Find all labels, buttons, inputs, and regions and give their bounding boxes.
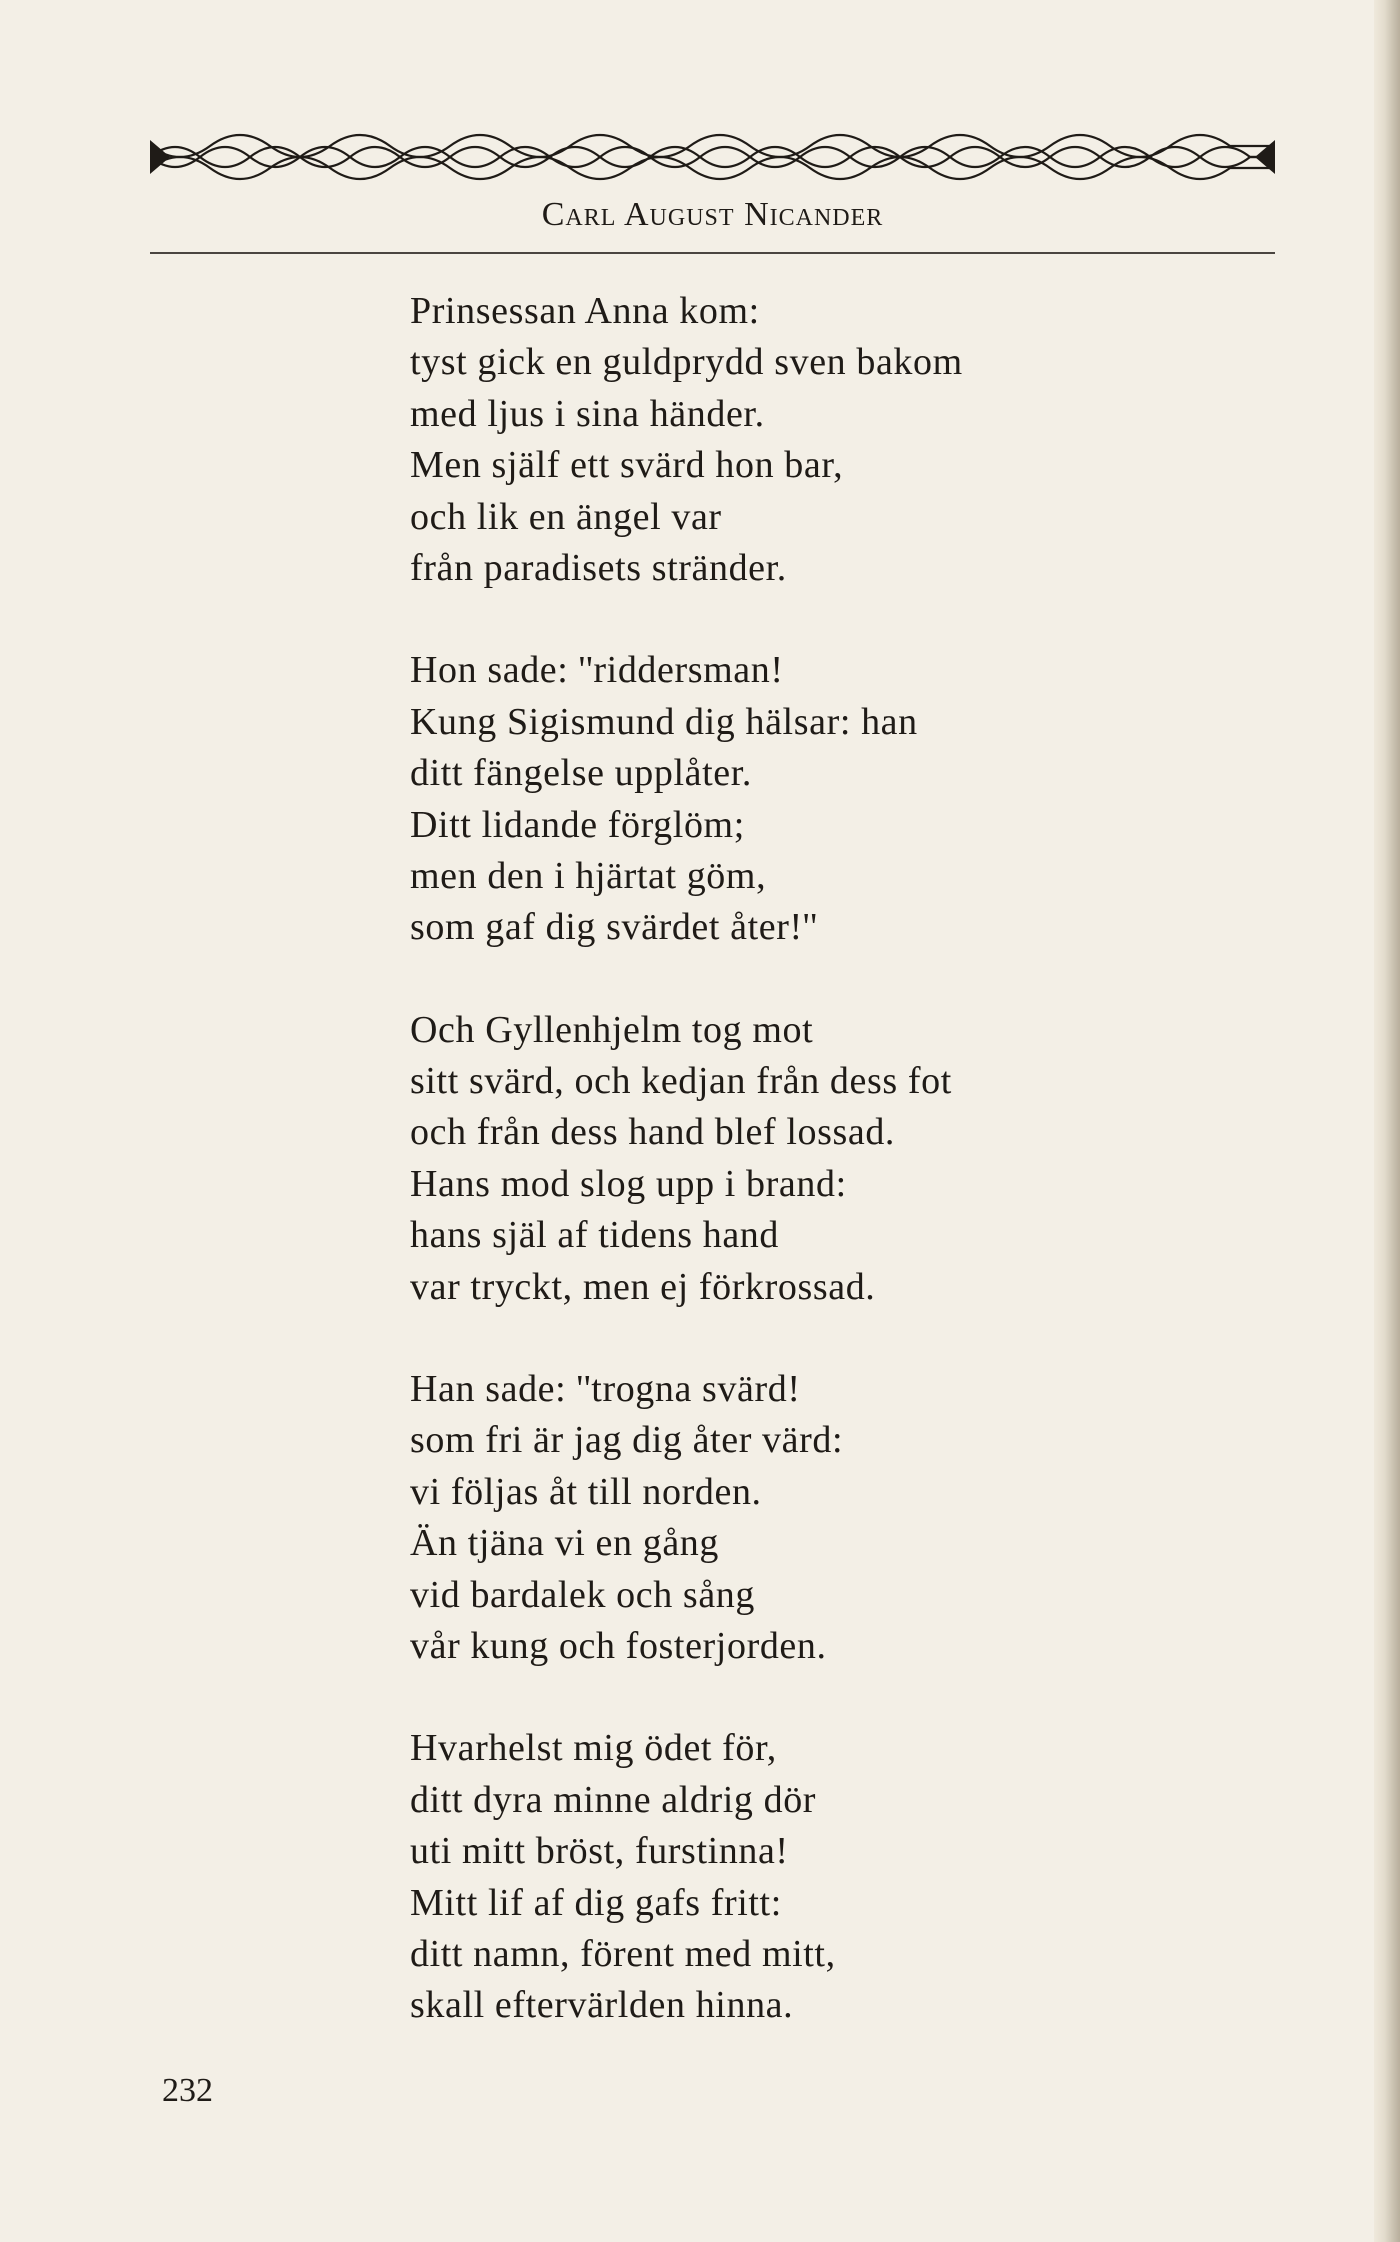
stanza-5 bbox=[410, 1723, 1130, 2031]
poem-line: vi följas åt till norden. bbox=[410, 1470, 762, 1513]
poem-line: skall eftervärlden hinna. bbox=[410, 1984, 794, 2027]
poem-line: ditt namn, förent med mitt, bbox=[410, 1932, 836, 1975]
poem-line: vår kung och fosterjorden. bbox=[410, 1624, 827, 1667]
poem-line: Och Gyllenhjelm tog mot bbox=[410, 1008, 814, 1051]
poem-line: Än tjäna vi en gång bbox=[410, 1522, 719, 1565]
poem-line: som fri är jag dig åter värd: bbox=[410, 1419, 844, 1462]
running-head-author: Carl August Nicander bbox=[541, 196, 884, 233]
poem-line: från paradisets stränder. bbox=[410, 546, 787, 589]
poem-line: Men själf ett svärd hon bar, bbox=[410, 444, 844, 487]
poem-line: med ljus i sina händer. bbox=[410, 392, 765, 435]
poem-line: tyst gick en guldprydd sven bakom bbox=[410, 341, 963, 384]
poem-line: uti mitt bröst, furstinna! bbox=[410, 1830, 789, 1873]
poem-line: vid bardalek och sång bbox=[410, 1573, 755, 1616]
stanza-1 bbox=[410, 286, 1130, 594]
poem-line: Mitt lif af dig gafs fritt: bbox=[410, 1881, 782, 1924]
header-rule bbox=[150, 252, 1275, 254]
poem-line: ditt dyra minne aldrig dör bbox=[410, 1778, 817, 1821]
poem-line: och från dess hand blef lossad. bbox=[410, 1111, 896, 1154]
stanza-3 bbox=[410, 1005, 1130, 1313]
stanza-2 bbox=[410, 645, 1130, 953]
poem-line: Hans mod slog upp i brand: bbox=[410, 1162, 847, 1205]
poem-line: och lik en ängel var bbox=[410, 495, 722, 538]
stanza-4 bbox=[410, 1364, 1130, 1672]
poem-line: Han sade: ''trogna svärd! bbox=[410, 1368, 801, 1411]
poem-body bbox=[410, 286, 1130, 2083]
page-edge-shadow bbox=[1374, 0, 1400, 2242]
poem-line: hans själ af tidens hand bbox=[410, 1214, 779, 1257]
poem-line: Hon sade: ''riddersman! bbox=[410, 649, 784, 692]
poem-line: var tryckt, men ej förkrossad. bbox=[410, 1265, 876, 1308]
page-number: 232 bbox=[162, 2072, 213, 2109]
poem-line: som gaf dig svärdet åter!'' bbox=[410, 906, 818, 949]
braided-ornament-band bbox=[150, 132, 1275, 182]
poem-line: men den i hjärtat göm, bbox=[410, 854, 767, 897]
poem-line: sitt svärd, och kedjan från dess fot bbox=[410, 1060, 952, 1103]
poem-line: Hvarhelst mig ödet för, bbox=[410, 1727, 777, 1770]
poem-line: ditt fängelse upplåter. bbox=[410, 752, 752, 795]
poem-line: Kung Sigismund dig hälsar: han bbox=[410, 700, 918, 743]
poem-line: Prinsessan Anna kom: bbox=[410, 290, 760, 332]
poem-line: Ditt lidande förglöm; bbox=[410, 803, 745, 846]
